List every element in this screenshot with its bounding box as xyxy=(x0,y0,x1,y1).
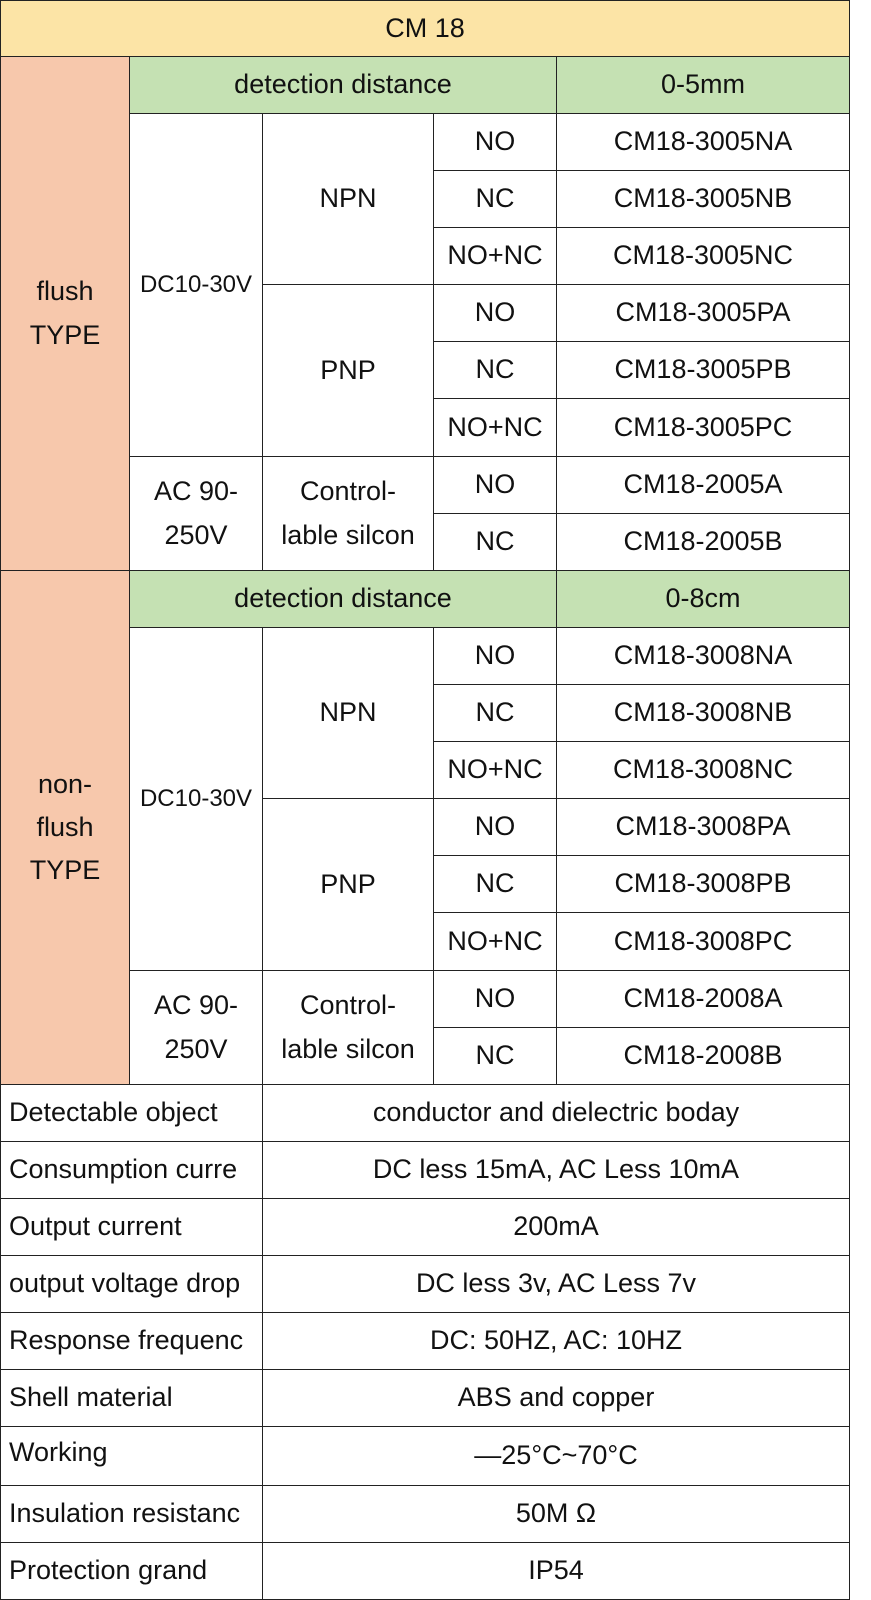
spec-value: 50M Ω xyxy=(263,1486,850,1543)
ac-control-type: Control- lable silcon xyxy=(263,971,434,1085)
contact-cell: NC xyxy=(434,685,557,742)
model-cell: CM18-3008NC xyxy=(557,742,850,799)
contact-cell: NO+NC xyxy=(434,742,557,799)
spec-label: Output current xyxy=(0,1199,263,1256)
model-cell: CM18-2005B xyxy=(557,514,850,571)
contact-cell: NC xyxy=(434,342,557,399)
contact-cell: NO xyxy=(434,971,557,1028)
detection-distance-value: 0-8cm xyxy=(557,571,850,628)
ac-voltage: AC 90- 250V xyxy=(130,971,263,1085)
spec-label: Protection grand xyxy=(0,1543,263,1600)
spec-value: —25°C~70°C xyxy=(263,1427,850,1486)
type-label-non-flush: non- flush TYPE xyxy=(0,571,130,1085)
detection-distance-label: detection distance xyxy=(130,57,557,114)
contact-cell: NC xyxy=(434,1028,557,1085)
spec-label: Consumption curre xyxy=(0,1142,263,1199)
contact-cell: NC xyxy=(434,171,557,228)
spec-value: conductor and dielectric boday xyxy=(263,1085,850,1142)
contact-cell: NO xyxy=(434,457,557,514)
model-cell: CM18-3005NB xyxy=(557,171,850,228)
spec-label: Insulation resistanc xyxy=(0,1486,263,1543)
table-title: CM 18 xyxy=(0,0,850,57)
model-cell: CM18-3008PA xyxy=(557,799,850,856)
dc-voltage: DC10-30V xyxy=(130,628,263,971)
ac-voltage: AC 90- 250V xyxy=(130,457,263,571)
model-cell: CM18-3005PC xyxy=(557,399,850,457)
spec-value: DC less 15mA, AC Less 10mA xyxy=(263,1142,850,1199)
spec-label: Response frequenc xyxy=(0,1313,263,1370)
spec-value: DC: 50HZ, AC: 10HZ xyxy=(263,1313,850,1370)
detection-distance-label: detection distance xyxy=(130,571,557,628)
spec-label: Shell material xyxy=(0,1370,263,1427)
contact-cell: NO+NC xyxy=(434,399,557,457)
pnp-label: PNP xyxy=(263,285,434,457)
contact-cell: NO xyxy=(434,285,557,342)
pnp-label: PNP xyxy=(263,799,434,971)
model-cell: CM18-3008NB xyxy=(557,685,850,742)
npn-label: NPN xyxy=(263,114,434,285)
model-cell: CM18-3005NA xyxy=(557,114,850,171)
model-cell: CM18-3008NA xyxy=(557,628,850,685)
spec-value: IP54 xyxy=(263,1543,850,1600)
dc-voltage: DC10-30V xyxy=(130,114,263,457)
model-cell: CM18-2008B xyxy=(557,1028,850,1085)
spec-label: Detectable object xyxy=(0,1085,263,1142)
spec-label: output voltage drop xyxy=(0,1256,263,1313)
model-cell: CM18-2008A xyxy=(557,971,850,1028)
model-cell: CM18-3008PC xyxy=(557,913,850,971)
spec-value: ABS and copper xyxy=(263,1370,850,1427)
contact-cell: NO xyxy=(434,799,557,856)
model-cell: CM18-3008PB xyxy=(557,856,850,913)
contact-cell: NO xyxy=(434,114,557,171)
contact-cell: NO+NC xyxy=(434,913,557,971)
spec-value: 200mA xyxy=(263,1199,850,1256)
spec-label: Working xyxy=(0,1427,263,1486)
spec-value: DC less 3v, AC Less 7v xyxy=(263,1256,850,1313)
model-cell: CM18-3005NC xyxy=(557,228,850,285)
ac-control-type: Control- lable silcon xyxy=(263,457,434,571)
model-cell: CM18-3005PB xyxy=(557,342,850,399)
contact-cell: NO+NC xyxy=(434,228,557,285)
npn-label: NPN xyxy=(263,628,434,799)
contact-cell: NC xyxy=(434,856,557,913)
type-label-flush: flush TYPE xyxy=(0,57,130,571)
detection-distance-value: 0-5mm xyxy=(557,57,850,114)
contact-cell: NO xyxy=(434,628,557,685)
contact-cell: NC xyxy=(434,514,557,571)
model-cell: CM18-2005A xyxy=(557,457,850,514)
model-cell: CM18-3005PA xyxy=(557,285,850,342)
